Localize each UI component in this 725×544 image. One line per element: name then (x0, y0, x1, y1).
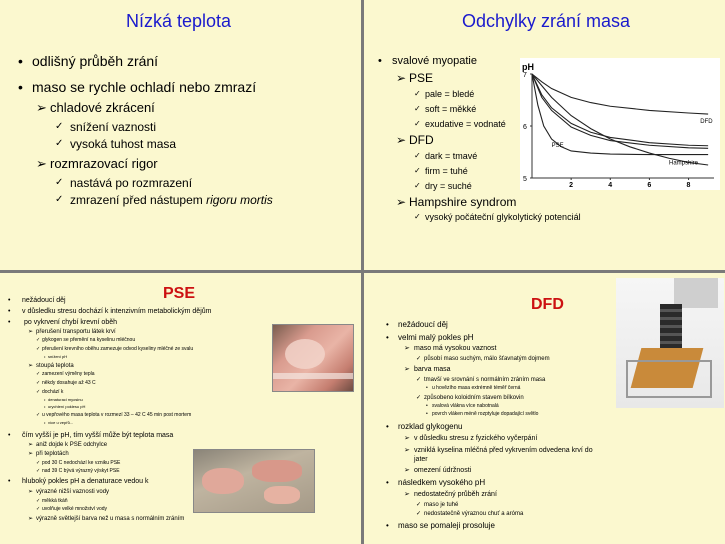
check-icon: ✓ (36, 337, 41, 343)
check-icon: ✓ (414, 151, 421, 160)
arrow-bullet-icon: ➢ (28, 329, 34, 335)
line-text: nedostatečně výraznou chuť a aróma (424, 511, 524, 517)
line-text: dochází k (42, 389, 64, 395)
bullet-dot: • (386, 422, 389, 431)
line-text: hluboký pokles pH a denaturace vedou k (22, 478, 149, 485)
ph-decline-chart (520, 58, 720, 190)
line-text: urychlení poklesu pH (48, 404, 86, 409)
line-text: stoupá teplota (36, 363, 74, 369)
check-icon: ✓ (414, 166, 421, 175)
line-text: přerušení krevního oběhu zamezuje odvod kyseliny mléčné ze svalu (42, 346, 194, 352)
line-text: měkká tkáň (42, 498, 68, 504)
item-text: exudative = vodnaté (425, 119, 506, 129)
item-text: firm = tuhé (425, 166, 468, 176)
item-text: dark = tmavé (425, 151, 478, 161)
check-icon: ✓ (36, 460, 41, 466)
y-tick-label: 7 (523, 72, 527, 79)
arrow-bullet-icon: ➢ (404, 435, 410, 442)
check-icon: ✓ (36, 412, 41, 418)
line-text: v důsledku stresu dochází k intenzivním metabolickým dějům (22, 308, 212, 315)
line-text: maso se pomaleji prosoluje (398, 521, 495, 530)
bullet-dot: • (426, 385, 428, 391)
check-icon: ✓ (36, 468, 41, 474)
bullet-dot: • (44, 420, 46, 425)
bullet-text: svalové myopatie (392, 55, 477, 67)
y-axis-label: pH (522, 62, 534, 72)
arrow-bullet-icon: ➢ (396, 195, 407, 209)
check-icon: ✓ (414, 212, 421, 221)
bullet-dot: • (8, 319, 11, 326)
line-text: u vepřového masa teplota v rozmezí 33 – 42 C 45 min post mortem (42, 412, 192, 418)
check-icon: ✓ (416, 395, 422, 401)
check-icon: ✓ (416, 511, 422, 517)
slide-pse (0, 273, 361, 544)
bullet-dot: • (378, 55, 382, 67)
sub-bullet-text: chladové zkrácení (50, 100, 155, 115)
check-icon: ✓ (36, 371, 41, 377)
check-icon: ✓ (36, 498, 41, 504)
bullet-dot: • (44, 354, 46, 359)
check-icon: ✓ (55, 177, 64, 188)
line-text: maso má vysokou vaznost (414, 345, 497, 352)
bullet-dot: • (426, 403, 428, 409)
y-tick-label: 6 (523, 124, 527, 131)
check-icon: ✓ (55, 121, 64, 132)
bullet-dot: • (386, 478, 389, 487)
line-text: někdy dosahuje až 43 C (42, 380, 96, 386)
check-icon: ✓ (36, 380, 41, 386)
x-tick-label: 8 (686, 182, 691, 189)
line-text: uvolňuje velké množství vody (42, 506, 108, 512)
arrow-bullet-icon: ➢ (36, 100, 47, 115)
bullet-dot: • (386, 333, 389, 342)
sub-bullet-text: rozmrazovací rigor (50, 156, 158, 171)
bullet-dot: • (44, 397, 46, 402)
line-text: přerušení transportu látek krví (36, 329, 116, 335)
check-icon: ✓ (36, 389, 41, 395)
line-text: povrch vláken méně rozptyluje dopadající světlo (432, 411, 539, 417)
check-icon: ✓ (414, 89, 421, 98)
check-icon: ✓ (416, 502, 422, 508)
bullet-dot: • (386, 320, 389, 329)
bullet-text: maso se rychle ochladí nebo zmrazí (32, 79, 257, 95)
item-text: soft = měkké (425, 104, 477, 114)
series-label: DFD (700, 119, 713, 125)
line-text: u hovězího masa extrémně téměř černá (432, 385, 521, 391)
check-icon: ✓ (414, 181, 421, 190)
line-text: aniž dojde k PSE odchylce (36, 442, 108, 448)
line-text: následkem vysokého pH (398, 478, 486, 487)
sub-bullet-text: DFD (409, 133, 434, 147)
line-text: v důsledku stresu z fyzického vyčerpání (414, 435, 538, 442)
line-text: barva masa (414, 366, 451, 373)
item-text: vysoký počáteční glykolytický potenciál (425, 212, 581, 222)
item-text: nastává po rozmrazení (70, 176, 193, 190)
arrow-bullet-icon: ➢ (28, 516, 34, 522)
slide-title: Odchylky zrání masa (462, 11, 631, 31)
arrow-bullet-icon: ➢ (28, 451, 34, 457)
check-icon: ✓ (416, 377, 422, 383)
check-icon: ✓ (55, 138, 64, 149)
check-icon: ✓ (55, 194, 64, 205)
line-text: nedostatečný průběh zrání (414, 491, 497, 498)
bullet-dot: • (426, 411, 428, 417)
pork-meat-photo (272, 324, 354, 392)
line-text: pod 30 C nedochází ke vzniku PSE (42, 460, 121, 466)
bullet-dot: • (18, 53, 23, 69)
line-text: tmavší ve srovnání s normálním zráním masa (424, 377, 546, 383)
sub-bullet-text: PSE (409, 71, 434, 85)
arrow-bullet-icon: ➢ (28, 363, 34, 369)
slide-title: PSE (163, 285, 196, 302)
x-tick-label: 2 (569, 182, 574, 189)
arrow-bullet-icon: ➢ (396, 71, 407, 85)
x-tick-label: 4 (608, 182, 613, 189)
arrow-bullet-icon: ➢ (396, 133, 407, 147)
line-text: velmi malý pokles pH (398, 333, 474, 342)
line-text: maso je tuhé (424, 502, 459, 508)
line-text: nežádoucí děj (398, 320, 448, 329)
arrow-bullet-icon: ➢ (404, 467, 410, 474)
bullet-dot: • (8, 478, 11, 485)
series-label: PSE (551, 143, 564, 149)
bullet-text: odlišný průběh zrání (32, 53, 159, 69)
line-text: po vykrvení chybí krevní oběh (24, 319, 117, 326)
item-text: dry = suché (425, 181, 472, 191)
bullet-dot: • (8, 432, 11, 439)
arrow-bullet-icon: ➢ (28, 489, 34, 495)
arrow-bullet-icon: ➢ (404, 345, 410, 352)
item-text: snížení vaznosti (70, 120, 157, 134)
bullet-dot: • (44, 404, 46, 409)
line-text: denaturaci myosinu (48, 397, 83, 402)
item-text: pale = bledé (425, 89, 475, 99)
line-text: omezení údržnosti (414, 467, 472, 474)
meat-texture-apparatus-photo (616, 278, 724, 408)
check-icon: ✓ (414, 104, 421, 113)
arrow-bullet-icon: ➢ (404, 366, 410, 373)
bullet-dot: • (386, 521, 389, 530)
item-text: zmrazení před nástupem rigoru mortis (70, 193, 273, 207)
y-tick-label: 5 (523, 176, 527, 183)
series-label: Hampshire (668, 160, 699, 167)
arrow-bullet-icon: ➢ (404, 447, 410, 454)
slide-dfd (364, 273, 725, 544)
slide-meat-ripening-deviations (364, 0, 725, 270)
line-text: jater (414, 456, 428, 463)
sub-bullet-text: Hampshire syndrom (409, 195, 517, 209)
line-text: způsobeno koloidním stavem bílkovin (424, 395, 524, 401)
item-text: vysoká tuhost masa (70, 137, 177, 151)
line-text: nežádoucí děj (22, 297, 66, 304)
line-text: působí maso suchým, málo šťavnatým dojmem (424, 356, 550, 362)
bullet-dot: • (8, 308, 11, 315)
check-icon: ✓ (414, 119, 421, 128)
check-icon: ✓ (36, 506, 41, 512)
bullet-dot: • (18, 79, 23, 95)
arrow-bullet-icon: ➢ (404, 491, 410, 498)
line-text: zamezení výměny tepla (42, 371, 95, 377)
line-text: nad 39 C bývá výrazný výskyt PSE (42, 468, 120, 474)
line-text: při teplotách (36, 451, 69, 457)
arrow-bullet-icon: ➢ (28, 442, 34, 448)
arrow-bullet-icon: ➢ (36, 156, 47, 171)
slide-low-temperature (0, 0, 361, 270)
slide-title: DFD (531, 296, 564, 313)
check-icon: ✓ (416, 356, 422, 362)
meat-processing-photo (193, 449, 315, 513)
line-text: snížení pH (48, 354, 68, 359)
line-text: vzniklá kyselina mléčná před vykrvením odvedena krví do (414, 447, 593, 454)
line-text: čím vyšší je pH, tím vyšší může být teplota masa (22, 432, 174, 439)
bullet-dot: • (8, 297, 11, 304)
line-text: výrazně světlejší barva než u masa s normálním zráním (36, 516, 185, 522)
check-icon: ✓ (36, 346, 41, 352)
line-text: rozklad glykogenu (398, 422, 463, 431)
line-text: výrazné nižší vaznosti vody (36, 489, 110, 495)
x-tick-label: 6 (647, 182, 652, 189)
line-text: glykogen se přemění na kyselinu mléčnou (42, 337, 136, 343)
slide-title: Nízká teplota (126, 11, 232, 31)
line-text: více u vepřů... (48, 420, 74, 425)
chart-background (520, 58, 720, 190)
line-text: svalová vlákna více nabotnalá (432, 403, 499, 409)
